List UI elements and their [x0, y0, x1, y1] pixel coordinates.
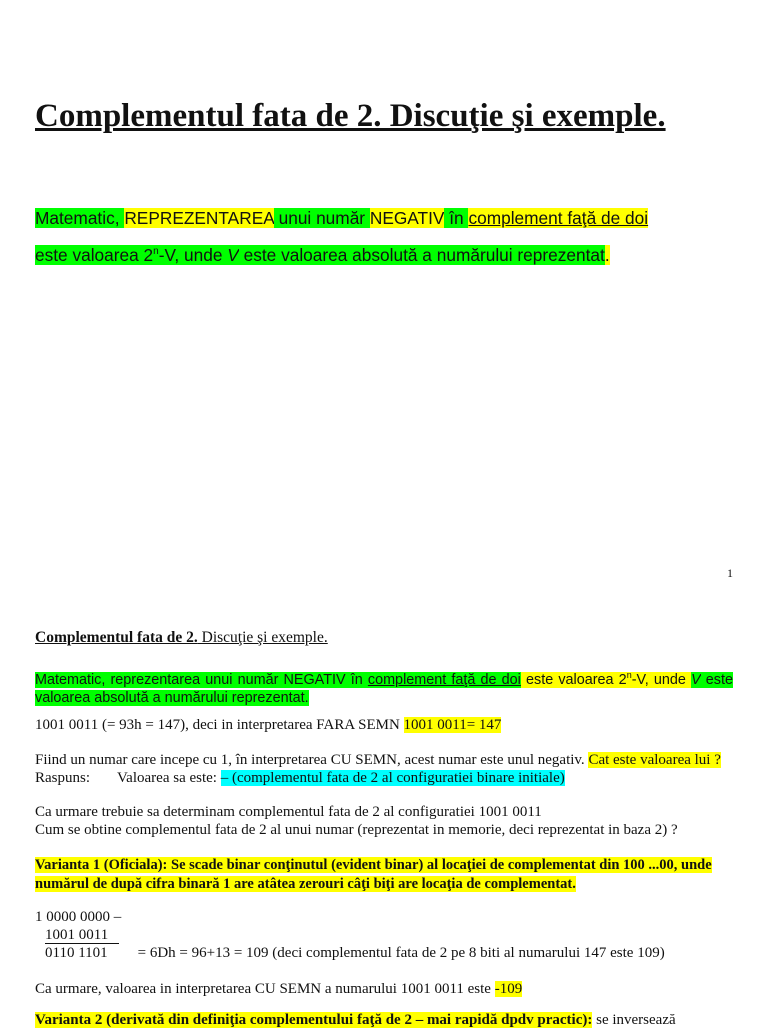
signed-value-line: Ca urmare, valoarea in interpretarea CU SEMN a numarului 1001 0011 este -109	[35, 981, 523, 997]
answer-line: Raspuns: Valoarea sa este: – (complementul fata de 2 al configuratiei binare initiale)	[35, 770, 565, 786]
signed-question-line: Fiind un numar care incepe cu 1, în interpretarea CU SEMN, acest numar este unul negativ. Cat este valoarea lui ?	[35, 752, 721, 768]
page-number: 1	[727, 566, 733, 580]
calc-row-minuend: 1 0000 0000 –	[35, 909, 122, 925]
page-title: Complementul fata de 2. Discuţie şi exemple.	[35, 98, 666, 134]
consequence-line: Ca urmare trebuie sa determinam complementul fata de 2 al configuratiei 1001 0011	[35, 804, 542, 820]
intro-line-2: este valoarea 2$^n$-V, unde V este valoarea absolută a numărului reprezentat.	[35, 244, 610, 265]
variant-1-paragraph: Varianta 1 (Oficiala): Se scade binar conţinutul (evident binar) al locaţiei de complementat din 100 ...00, unde numărul de după cifra binară 1 are atâtea zerouri câţi biţi are locaţia de complementat.	[35, 857, 712, 892]
calc-row-subtrahend: 1001 0011	[45, 927, 109, 943]
variant-2-line: Varianta 2 (derivată din definiţia complementului faţă de 2 – mai rapidă dpdv practic): se inversează	[35, 1012, 676, 1028]
section-title: Complementul fata de 2. Discuţie şi exemple.	[35, 629, 328, 646]
unsigned-interpretation-line: 1001 0011 (= 93h = 147), deci in interpretarea FARA SEMN 1001 0011= 147	[35, 717, 502, 733]
calc-row-result: 0110 1101 = 6Dh = 96+13 = 109 (deci complementul fata de 2 pe 8 biti al numarului 147 este 109)	[45, 945, 665, 961]
definition-paragraph: Matematic, reprezentarea unui număr NEGATIV în complement faţă de doi este valoarea 2$^n$-V, unde V este valoarea absolută a numărului reprezentat.	[35, 670, 734, 706]
question-line: Cum se obtine complementul fata de 2 al unui numar (reprezentat in memorie, deci reprezentat in baza 2) ?	[35, 822, 678, 838]
intro-line-1: Matematic, REPREZENTAREA unui număr NEGATIV în complement faţă de doi	[35, 208, 649, 228]
intro-paragraph	[35, 201, 648, 272]
